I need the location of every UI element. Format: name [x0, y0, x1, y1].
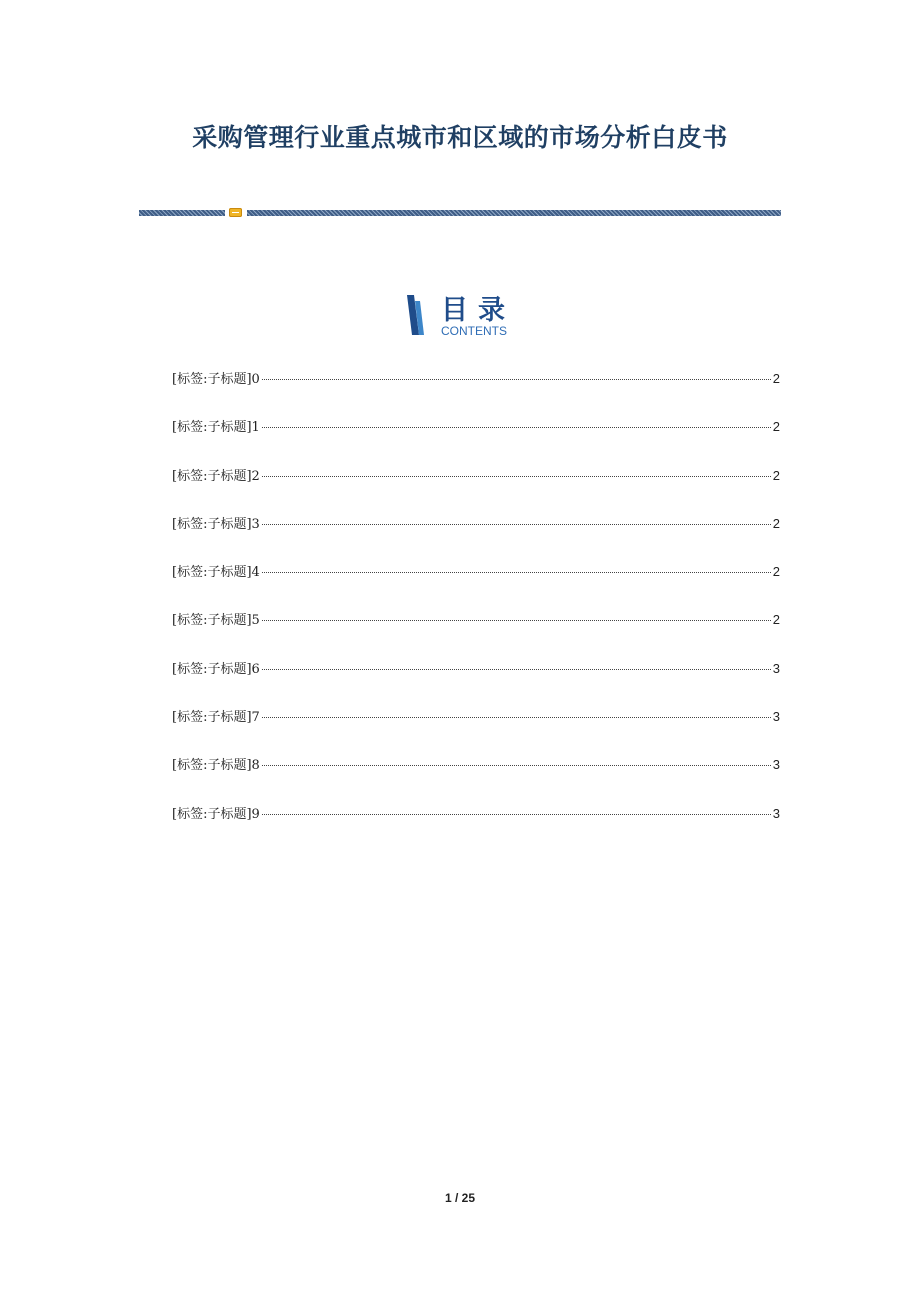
toc-entry-label[interactable]: [标签:子标题]6	[172, 661, 260, 677]
toc-entry-page[interactable]: 2	[772, 371, 780, 386]
toc-entry-page[interactable]: 2	[772, 467, 780, 483]
toc-entry[interactable]	[172, 416, 780, 464]
toc-entry[interactable]	[172, 803, 780, 851]
toc-entry-page[interactable]: 2	[772, 612, 780, 628]
toc-dot-leader	[262, 427, 771, 428]
toc-entry-label[interactable]: [标签:子标题]3	[172, 516, 260, 532]
title-divider	[139, 208, 781, 218]
toc-dot-leader	[262, 379, 771, 380]
toc-entry[interactable]	[172, 368, 780, 416]
document-title: 采购管理行业重点城市和区域的市场分析白皮书	[192, 123, 728, 152]
toc-entry-label[interactable]: [标签:子标题]1	[172, 420, 260, 436]
toc-dot-leader	[262, 717, 771, 718]
divider-emblem-icon	[229, 208, 242, 217]
divider-bar-right	[247, 210, 781, 216]
toc-bookmark-icon	[405, 295, 425, 335]
toc-entry-label[interactable]: [标签:子标题]2	[172, 468, 260, 484]
toc-dot-leader	[262, 669, 771, 670]
toc-entry[interactable]	[172, 513, 780, 561]
toc-entry[interactable]	[172, 465, 780, 513]
toc-entry-label[interactable]: [标签:子标题]0	[172, 372, 260, 387]
toc-entry-label[interactable]: [标签:子标题]9	[172, 806, 260, 822]
toc-dot-leader	[262, 814, 771, 815]
toc-entry-page[interactable]: 3	[772, 709, 780, 725]
toc-entry[interactable]	[172, 754, 780, 802]
toc-entry[interactable]	[172, 561, 780, 609]
page-indicator: 1 / 25	[444, 1191, 476, 1205]
toc-dot-leader	[262, 524, 771, 525]
divider-bar-left	[139, 210, 225, 216]
toc-entry-page[interactable]: 2	[772, 419, 780, 435]
toc-dot-leader	[262, 620, 771, 621]
toc-entry[interactable]	[172, 658, 780, 706]
toc-dot-leader	[262, 476, 771, 477]
toc-entry[interactable]	[172, 609, 780, 657]
toc-entry-page[interactable]: 2	[772, 564, 780, 580]
toc-entry-label[interactable]: [标签:子标题]7	[172, 710, 260, 726]
toc-dot-leader	[262, 572, 771, 573]
toc-entry-label[interactable]: [标签:子标题]5	[172, 613, 260, 629]
toc-subheading: CONTENTS	[441, 324, 507, 338]
toc-entry[interactable]	[172, 706, 780, 754]
toc-entry-page[interactable]: 3	[772, 805, 780, 821]
toc-entry-label[interactable]: [标签:子标题]4	[172, 565, 260, 581]
toc-list	[172, 368, 780, 851]
toc-heading: 目录	[441, 295, 515, 326]
toc-dot-leader	[262, 765, 771, 766]
toc-entry-label[interactable]: [标签:子标题]8	[172, 758, 260, 774]
toc-entry-page[interactable]: 3	[772, 660, 780, 676]
toc-entry-page[interactable]: 2	[772, 515, 780, 531]
toc-header	[405, 292, 525, 338]
toc-entry-page[interactable]: 3	[772, 757, 780, 773]
